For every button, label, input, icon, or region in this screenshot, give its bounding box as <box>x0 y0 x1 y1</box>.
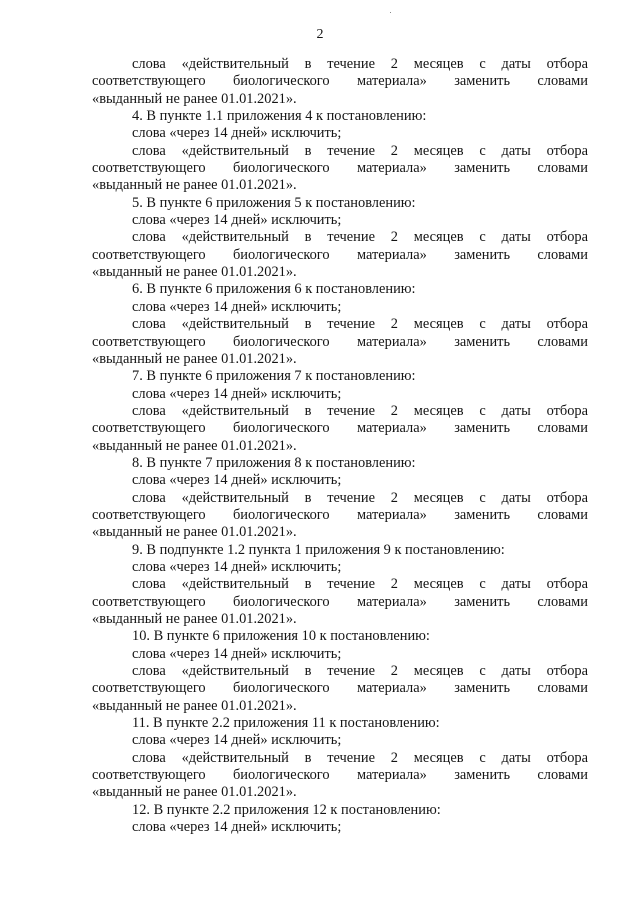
word: месяцев <box>413 402 464 419</box>
text-line: слова «через 14 дней» исключить; <box>132 732 342 749</box>
text-line: слова «через 14 дней» исключить; <box>132 645 342 662</box>
word: слова <box>132 663 166 680</box>
word: в <box>304 56 312 72</box>
word: с <box>479 229 486 246</box>
word: отбора <box>546 56 588 72</box>
word: слова <box>132 229 166 246</box>
word: в <box>304 316 312 333</box>
word: соответствующего <box>92 420 206 437</box>
word: месяцев <box>413 229 464 246</box>
text-line: слова «через 14 дней» исключить; <box>132 212 342 229</box>
word: с <box>479 402 486 419</box>
text-line: 9. В подпункте 1.2 пункта 1 приложения 9 к постановлению: <box>132 541 505 558</box>
word: с <box>479 142 486 159</box>
word: заменить <box>454 680 511 697</box>
word: 2 <box>390 402 398 419</box>
word: словами <box>537 506 588 523</box>
text-line <box>92 229 588 246</box>
word: в <box>304 576 312 593</box>
word: заменить <box>454 506 511 523</box>
word: словами <box>537 420 588 437</box>
word: биологического <box>232 420 330 437</box>
word: словами <box>537 680 588 697</box>
word: соответствующего <box>92 593 206 610</box>
word: словами <box>537 73 588 90</box>
word: даты <box>501 663 531 680</box>
text-line: слова «через 14 дней» исключить; <box>132 472 342 489</box>
word: месяцев <box>413 56 464 72</box>
word: материала» <box>356 73 427 90</box>
word: «действительный <box>181 316 289 333</box>
word: месяцев <box>413 576 464 593</box>
word: биологического <box>232 767 330 784</box>
word: в <box>304 142 312 159</box>
text-line <box>92 576 588 593</box>
text-line: 8. В пункте 7 приложения 8 к постановлению: <box>132 454 416 471</box>
word: отбора <box>546 402 588 419</box>
text-line <box>92 73 588 90</box>
word: 2 <box>390 56 398 72</box>
word: материала» <box>356 333 427 350</box>
text-line: «выданный не ранее 01.01.2021». <box>92 437 297 454</box>
word: биологического <box>232 506 330 523</box>
word: в <box>304 663 312 680</box>
text-line: «выданный не ранее 01.01.2021». <box>92 264 297 281</box>
text-line <box>92 247 588 264</box>
word: «действительный <box>181 576 289 593</box>
word: течение <box>327 229 375 246</box>
word: 2 <box>390 229 398 246</box>
word: течение <box>327 749 375 766</box>
word: соответствующего <box>92 73 206 90</box>
text-line: «выданный не ранее 01.01.2021». <box>92 524 297 541</box>
word: даты <box>501 489 531 506</box>
text-line <box>92 334 588 351</box>
word: биологического <box>232 73 330 90</box>
text-line: слова «через 14 дней» исключить; <box>132 125 342 142</box>
word: материала» <box>356 680 427 697</box>
word: с <box>479 749 486 766</box>
word: месяцев <box>413 663 464 680</box>
word: 2 <box>390 142 398 159</box>
word: «действительный <box>181 229 289 246</box>
word: соответствующего <box>92 333 206 350</box>
word: с <box>479 56 486 72</box>
word: течение <box>327 142 375 159</box>
word: отбора <box>546 229 588 246</box>
text-line <box>92 420 588 437</box>
word: течение <box>327 316 375 333</box>
word: материала» <box>356 593 427 610</box>
word: 2 <box>390 663 398 680</box>
page-number: 2 <box>316 27 324 42</box>
word: слова <box>132 316 166 333</box>
word: слова <box>132 56 166 72</box>
word: слова <box>132 489 166 506</box>
text-line: «выданный не ранее 01.01.2021». <box>92 350 297 367</box>
word: «действительный <box>181 489 289 506</box>
word: материала» <box>356 246 427 263</box>
word: месяцев <box>413 316 464 333</box>
text-line: «выданный не ранее 01.01.2021». <box>92 611 297 627</box>
text-line <box>92 56 588 73</box>
word: соответствующего <box>92 506 206 523</box>
text-line <box>92 507 588 524</box>
text-line: «выданный не ранее 01.01.2021». <box>92 784 297 801</box>
word: с <box>479 489 486 506</box>
text-line <box>92 594 588 611</box>
text-line: слова «через 14 дней» исключить; <box>132 298 342 315</box>
word: с <box>479 316 486 333</box>
word: соответствующего <box>92 767 206 784</box>
word: словами <box>537 593 588 610</box>
text-line: 6. В пункте 6 приложения 6 к постановлению: <box>132 281 416 298</box>
word: даты <box>501 576 531 593</box>
text-line <box>92 680 588 697</box>
word: биологического <box>232 246 330 263</box>
word: соответствующего <box>92 680 206 697</box>
scan-speck <box>390 12 391 13</box>
word: биологического <box>232 593 330 610</box>
word: отбора <box>546 142 588 159</box>
word: течение <box>327 576 375 593</box>
word: течение <box>327 663 375 680</box>
text-line: 7. В пункте 6 приложения 7 к постановлению: <box>132 368 416 385</box>
word: заменить <box>454 767 511 784</box>
word: течение <box>327 489 375 506</box>
word: в <box>304 402 312 419</box>
text-line <box>92 663 588 680</box>
word: заменить <box>454 73 511 90</box>
word: материала» <box>356 160 427 177</box>
text-line <box>92 403 588 420</box>
word: материала» <box>356 767 427 784</box>
text-line <box>92 490 588 507</box>
word: материала» <box>356 506 427 523</box>
word: 2 <box>390 316 398 333</box>
word: биологического <box>232 160 330 177</box>
word: даты <box>501 316 531 333</box>
word: течение <box>327 402 375 419</box>
word: с <box>479 663 486 680</box>
word: биологического <box>232 680 330 697</box>
text-line <box>92 750 588 767</box>
word: даты <box>501 229 531 246</box>
word: заменить <box>454 333 511 350</box>
word: материала» <box>356 420 427 437</box>
text-line: 12. В пункте 2.2 приложения 12 к постановлению: <box>132 801 441 818</box>
word: «действительный <box>181 56 289 72</box>
word: заменить <box>454 160 511 177</box>
word: слова <box>132 142 166 159</box>
word: отбора <box>546 663 588 680</box>
word: в <box>304 229 312 246</box>
text-line <box>92 143 588 160</box>
text-line: 5. В пункте 6 приложения 5 к постановлению: <box>132 194 416 211</box>
word: отбора <box>546 316 588 333</box>
text-line <box>92 316 588 333</box>
word: «действительный <box>181 402 289 419</box>
word: отбора <box>546 576 588 593</box>
word: слова <box>132 749 166 766</box>
word: с <box>479 576 486 593</box>
word: течение <box>327 56 375 72</box>
word: даты <box>501 749 531 766</box>
word: заменить <box>454 420 511 437</box>
text-line: «выданный не ранее 01.01.2021». <box>92 90 297 107</box>
document-body <box>92 56 588 836</box>
word: месяцев <box>413 142 464 159</box>
text-line: слова «через 14 дней» исключить; <box>132 558 342 575</box>
text-line: «выданный не ранее 01.01.2021». <box>92 177 297 194</box>
word: словами <box>537 333 588 350</box>
word: даты <box>501 402 531 419</box>
word: словами <box>537 160 588 177</box>
word: отбора <box>546 749 588 766</box>
word: заменить <box>454 593 511 610</box>
word: в <box>304 749 312 766</box>
text-line: слова «через 14 дней» исключить; <box>132 385 342 402</box>
text-line: 4. В пункте 1.1 приложения 4 к постановлению: <box>132 108 427 125</box>
text-line: слова «через 14 дней» исключить; <box>132 819 342 836</box>
word: словами <box>537 767 588 784</box>
text-line: 10. В пункте 6 приложения 10 к постановлению: <box>132 628 430 645</box>
word: соответствующего <box>92 160 206 177</box>
text-line <box>92 160 588 177</box>
word: в <box>304 489 312 506</box>
word: заменить <box>454 246 511 263</box>
word: месяцев <box>413 489 464 506</box>
word: даты <box>501 142 531 159</box>
word: «действительный <box>181 749 289 766</box>
text-line: 11. В пункте 2.2 приложения 11 к постановлению: <box>132 715 440 732</box>
word: отбора <box>546 489 588 506</box>
word: слова <box>132 402 166 419</box>
word: 2 <box>390 489 398 506</box>
word: даты <box>501 56 531 72</box>
word: словами <box>537 246 588 263</box>
word: месяцев <box>413 749 464 766</box>
word: 2 <box>390 576 398 593</box>
word: слова <box>132 576 166 593</box>
word: биологического <box>232 333 330 350</box>
text-line: «выданный не ранее 01.01.2021». <box>92 697 297 714</box>
text-line <box>92 767 588 784</box>
word: 2 <box>390 749 398 766</box>
word: «действительный <box>181 663 289 680</box>
word: соответствующего <box>92 246 206 263</box>
word: «действительный <box>181 142 289 159</box>
